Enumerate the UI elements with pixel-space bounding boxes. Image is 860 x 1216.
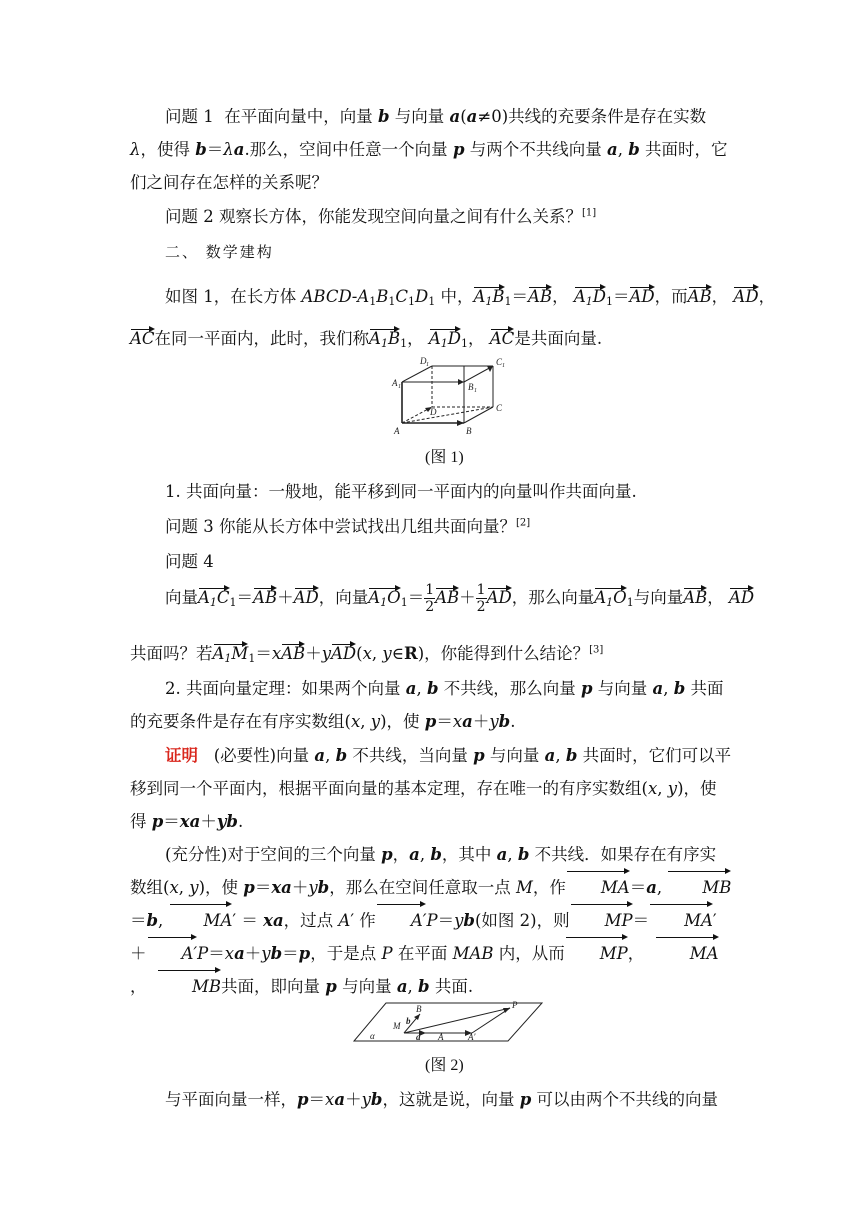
coplanar-vector-theorem: 2. 共面向量定理：如果两个向量 a, b 不共线，那么向量 p 与向量 a, b 共面的充要条件是存在有序实数组(x, y)，使 p＝xa＋yb. xyxy=(130,679,724,731)
label-B1: B xyxy=(468,382,474,392)
definition-coplanar-vectors: 1. 共面向量：一般地，能平移到同一平面内的向量叫作共面向量. xyxy=(165,482,637,501)
proof-necessity: 证明 (必要性)向量 a, b 不共线，当向量 p 与向量 a, b 共面时，它们可以平移到同一个平面内，根据平面向量的基本定理，存在唯一的有序实数组(x, y)，使得 p＝xa＋yb. xyxy=(130,746,732,831)
label-B: B xyxy=(416,1004,422,1014)
label-M: M xyxy=(393,1021,401,1031)
label-A: A xyxy=(394,426,400,436)
question-4-label: 问题 4 xyxy=(165,552,214,571)
section-heading: 二、 数学建构 xyxy=(165,243,274,261)
label-D: D xyxy=(430,407,437,417)
svg-text:1: 1 xyxy=(398,384,401,390)
label-alpha: α xyxy=(370,1031,375,1041)
figure-2-plane xyxy=(352,1000,544,1044)
figure-1-text-line-1: 如图 1，在长方体 ABCD-$A_1B_1C_1D_1$ 中，$A_1B_1=AB$， $A_1D_1=AD$，而AB， AD， xyxy=(165,287,776,308)
figure-1-text-line-2: AC在同一平面内，此时，我们称$A_1B_1$， $A_1D_1$， AC是共面向量. xyxy=(130,329,603,350)
question-4-formula-line: 向量$A_1C_1=AB+AD$，向量$A_1O_1=$ $\frac{1}{2}$ AB＋ $\frac{1}{2}$ AD，那么向量$A_1O_1$与向量AB， AD xyxy=(165,582,755,615)
label-a: a xyxy=(416,1032,421,1042)
label-B: B xyxy=(466,426,472,436)
proof-sufficiency: (充分性)对于空间的三个向量 p，a, b，其中 a, b 不共线．如果存在有序实数组(x, y)，使 p＝xa＋yb，那么在空间任意取一点 M，作 MA＝a, MB＝b, MA′ ＝ xa，过点 A′ 作 A′P＝yb(如图 2)，则 MP＝ MA′ ＋ A′P＝xa＋yb＝p，于是点 P 在平面 MAB 内，从而 MP， MA， MB共面，即向量 p 与向量 a, b 共面. xyxy=(130,838,732,1003)
label-C: C xyxy=(496,403,503,413)
question-1-paragraph: 问题 1 在平面向量中，向量 b 与向量 a(a≠0)共线的充要条件是存在实数λ，使得 b＝λa.那么，空间中任意一个向量 p 与两个不共线向量 a, b 共面时，它们之间存在怎样的关系呢？ xyxy=(130,107,728,192)
label-A-prime: A′ xyxy=(468,1032,476,1042)
figure-1-cuboid xyxy=(390,352,512,440)
question-3: 问题 3 你能从长方体中尝试找出几组共面向量？[2] xyxy=(165,517,531,536)
label-b: b xyxy=(406,1016,411,1026)
proof-label: 证明 xyxy=(165,746,198,765)
label-A: A xyxy=(438,1032,444,1042)
closing-line: 与平面向量一样，p＝xa＋yb，这就是说，向量 p 可以由两个不共线的向量 xyxy=(165,1090,718,1109)
label-A1: A xyxy=(392,378,398,388)
figure-2-caption: (图 2) xyxy=(425,1057,464,1074)
label-P: P xyxy=(512,1000,518,1010)
question-4-line-2: 共面吗？若$A_1M_1=xAB+yAD(x$, y∈R)，你能得到什么结论？[3] xyxy=(130,644,604,665)
label-D1: D xyxy=(420,356,427,366)
svg-text:1: 1 xyxy=(502,363,505,369)
figure-1-caption: (图 1) xyxy=(425,449,464,466)
svg-text:1: 1 xyxy=(474,388,477,394)
svg-text:1: 1 xyxy=(426,362,429,368)
question-2: 问题 2 观察长方体，你能发现空间向量之间有什么关系？[1] xyxy=(165,207,597,226)
label-C1: C xyxy=(496,357,503,367)
